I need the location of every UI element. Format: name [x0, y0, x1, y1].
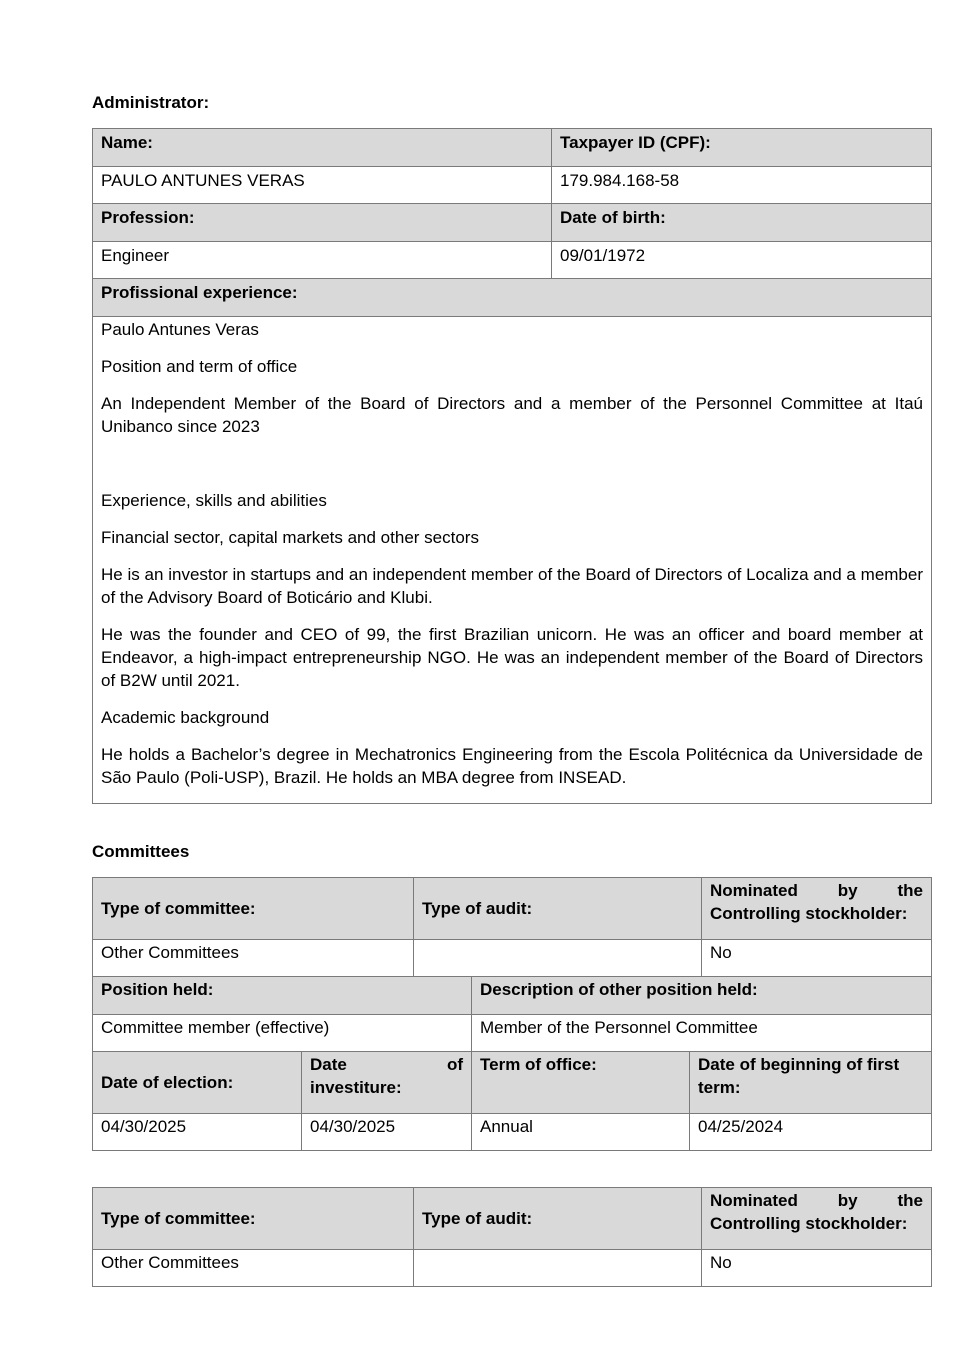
- nominated-line-2: Controlling stockholder:: [710, 904, 908, 923]
- committee-1-nominated-value: No: [702, 940, 932, 977]
- committee-2-nominated-value: No: [702, 1250, 932, 1287]
- experience-current: He is an investor in startups and an independent member of the Board of Directors of Localiza and a member of the Advisory Board of Boticário and Klubi.: [101, 565, 923, 607]
- name-value: PAULO ANTUNES VERAS: [93, 167, 552, 204]
- investiture-word-1: Date: [310, 1055, 347, 1074]
- committee-2-type-table: [92, 1187, 932, 1287]
- nominated-word-3: the: [897, 1191, 923, 1210]
- committee-2-type-value: Other Committees: [93, 1250, 414, 1287]
- committee-1-position-table: [92, 976, 932, 1052]
- experience-label: Profissional experience:: [93, 279, 932, 317]
- experience-position-heading: Position and term of office: [101, 357, 298, 376]
- committee-1-first-term-value: 04/25/2024: [690, 1114, 932, 1151]
- experience-text: [93, 317, 932, 804]
- committee-2-type-label: Type of committee:: [93, 1188, 414, 1250]
- committee-2-nominated-label: [702, 1188, 932, 1250]
- nominated-line-2: Controlling stockholder:: [710, 1214, 908, 1233]
- administrator-heading: Administrator:: [92, 93, 210, 112]
- experience-position-text: An Independent Member of the Board of Directors and a member of the Personnel Committee at Itaú Unibanco since 2023: [101, 394, 923, 436]
- committee-1-dates-table: [92, 1051, 932, 1151]
- nominated-word-3: the: [897, 881, 923, 900]
- dob-label: Date of birth:: [552, 204, 932, 242]
- committee-1-desc-label: Description of other position held:: [472, 977, 932, 1015]
- dob-value: 09/01/1972: [552, 242, 932, 279]
- committee-1-type-label: Type of committee:: [93, 878, 414, 940]
- committee-1-investiture-label: [302, 1052, 472, 1114]
- committee-1-audit-value: [414, 940, 702, 977]
- profession-label: Profession:: [93, 204, 552, 242]
- experience-name: Paulo Antunes Veras: [101, 320, 259, 339]
- committee-2-audit-label: Type of audit:: [414, 1188, 702, 1250]
- investiture-line-2: investiture:: [310, 1078, 402, 1097]
- committee-1-type-table: [92, 877, 932, 977]
- committee-1-audit-label: Type of audit:: [414, 878, 702, 940]
- cpf-label: Taxpayer ID (CPF):: [552, 129, 932, 167]
- committees-heading: Committees: [92, 842, 190, 861]
- committee-1-type-value: Other Committees: [93, 940, 414, 977]
- investiture-word-2: of: [446, 1055, 463, 1074]
- profession-value: Engineer: [93, 242, 552, 279]
- committee-1-investiture-value: 04/30/2025: [302, 1114, 472, 1151]
- experience-academic-text: He holds a Bachelor’s degree in Mechatronics Engineering from the Escola Politécnica da Universidade de São Paulo (Poli-USP), Brazil. He holds an MBA degree from INSEAD.: [101, 745, 923, 787]
- nominated-word-1: Nominated: [710, 881, 798, 900]
- committee-2-audit-value: [414, 1250, 702, 1287]
- investiture-line-1: [310, 1053, 463, 1076]
- committee-1-term-label: Term of office:: [472, 1052, 690, 1114]
- committee-1-nominated-label: [702, 878, 932, 940]
- nominated-line-1: [710, 879, 923, 902]
- committee-1-term-value: Annual: [472, 1114, 690, 1151]
- nominated-word-1: Nominated: [710, 1191, 798, 1210]
- administrator-table: [92, 128, 932, 804]
- cpf-value: 179.984.168-58: [552, 167, 932, 204]
- committee-1-position-label: Position held:: [93, 977, 472, 1015]
- committee-1-desc-value: Member of the Personnel Committee: [472, 1015, 932, 1052]
- experience-past: He was the founder and CEO of 99, the first Brazilian unicorn. He was an officer and board member at Endeavor, a high-impact entrepreneurship NGO. He was an independent member of the Board of Directors of B2W until 2021.: [101, 625, 923, 690]
- experience-academic-heading: Academic background: [101, 708, 270, 727]
- experience-skills-heading: Experience, skills and abilities: [101, 491, 327, 510]
- committee-1-first-term-label: Date of beginning of first term:: [690, 1052, 932, 1114]
- name-label: Name:: [93, 129, 552, 167]
- experience-sectors: Financial sector, capital markets and other sectors: [101, 528, 479, 547]
- nominated-word-2: by: [837, 1191, 858, 1210]
- committee-1-election-value: 04/30/2025: [93, 1114, 302, 1151]
- nominated-word-2: by: [837, 881, 858, 900]
- committee-1-election-label: Date of election:: [93, 1052, 302, 1114]
- committee-1-position-value: Committee member (effective): [93, 1015, 472, 1052]
- nominated-line-1: [710, 1189, 923, 1212]
